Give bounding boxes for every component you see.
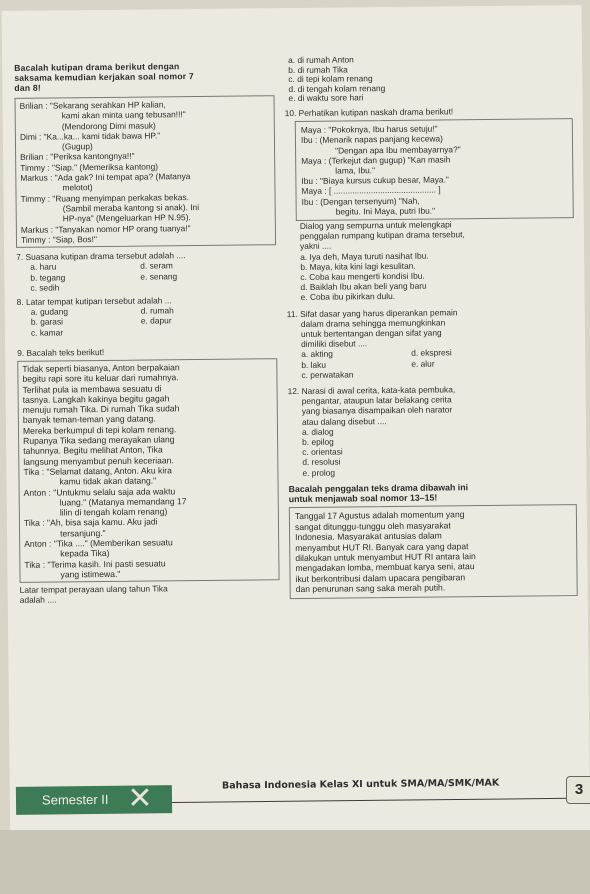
intro-line: saksama kemudian kerjakan soal nomor 7 bbox=[14, 71, 194, 83]
dialog-line: "Dengan apa Ibu membayarnya?" bbox=[335, 143, 461, 156]
option-e[interactable]: e. senang bbox=[140, 270, 178, 282]
question-stem: untuk bertentangan dengan sifat yang bbox=[300, 327, 442, 339]
text-line: Rupanya Tika sedang merayakan ulang bbox=[23, 434, 175, 446]
dialog-line: kami akan minta uang tebusan!!!" bbox=[61, 109, 186, 121]
question-stem: penggalan rumpang kutipan drama tersebut, bbox=[299, 229, 465, 242]
question-7 bbox=[16, 249, 276, 293]
option-b[interactable]: b. di rumah Tika bbox=[288, 64, 348, 75]
dialog-line: Ibu : (Menarik napas panjang kecewa) bbox=[300, 133, 444, 146]
dialog-line: Timmy : "Ruang menyimpan perkakas bekas. bbox=[20, 191, 189, 204]
instruction-line: Bacalah penggalan teks drama dibawah ini bbox=[288, 482, 469, 494]
option-b[interactable]: b. laku bbox=[301, 359, 327, 370]
left-column bbox=[14, 92, 279, 605]
option-d[interactable]: d. seram bbox=[140, 260, 173, 271]
page-number: 3 bbox=[566, 776, 590, 804]
text-line: lilin di tengah kolam renang) bbox=[59, 506, 168, 518]
option-b[interactable]: b. tegang bbox=[30, 271, 66, 283]
question-stem: dalam drama sehingga memungkinkan bbox=[300, 317, 446, 329]
question-stem: 10. Perhatikan kutipan naskah drama berikut! bbox=[284, 106, 454, 119]
option-a[interactable]: a. akting bbox=[301, 349, 333, 360]
narrative-box bbox=[17, 358, 279, 583]
option-e[interactable]: e. Coba ibu pikirkan dulu. bbox=[300, 291, 396, 303]
option-b[interactable]: b. epilog bbox=[302, 436, 334, 447]
section-instruction-13-15 bbox=[289, 481, 577, 504]
question-10 bbox=[285, 105, 575, 303]
dialog-line: Markus : "Tanyakan nomor HP orang tuanya!" bbox=[20, 222, 191, 235]
text-line: dilakukan untuk menyambut HUT RI antara lain bbox=[295, 551, 476, 563]
text-line: menuju rumah Tika. Di rumah Tika sudah bbox=[22, 403, 180, 416]
text-line: Anton : "Tika ...." (Memberikan sesuatu bbox=[24, 537, 173, 549]
option-c[interactable]: c. perwatakan bbox=[301, 369, 354, 380]
dialog-line: Timmy : "Siap." (Memeriksa kantong) bbox=[20, 161, 159, 173]
instruction-7-8 bbox=[14, 60, 279, 93]
text-line: menyambut HUT RI. Banyak cara yang dapat bbox=[295, 540, 469, 553]
question-12 bbox=[288, 383, 577, 478]
dialog-line: Maya : [ ............................................ ] bbox=[301, 184, 441, 197]
drama-excerpt-box-2 bbox=[295, 118, 574, 221]
question-stem: Latar tempat perayaan ulang tahun Tika bbox=[19, 583, 168, 596]
text-line: Indonesia. Masyarakat antusias dalam bbox=[295, 530, 442, 543]
option-d[interactable]: d. di tengah kolam renang bbox=[288, 82, 386, 94]
drama-excerpt-box-1 bbox=[15, 95, 277, 248]
semester-label: Semester II bbox=[16, 785, 172, 815]
dialog-line: HP-nya" (Mengeluarkan HP N.95). bbox=[62, 212, 191, 224]
text-line: kepada Tika) bbox=[60, 548, 110, 559]
question-stem: atau dalang disebut .... bbox=[301, 415, 387, 427]
text-line: begitu rapi sore itu keluar dari rumahnya. bbox=[22, 372, 179, 385]
option-a[interactable]: a. di rumah Anton bbox=[288, 54, 354, 66]
option-c[interactable]: c. kamar bbox=[30, 327, 64, 338]
option-a[interactable]: a. Iya deh, Maya turuti nasihat Ibu. bbox=[300, 250, 429, 262]
text-line: Anton : "Untukmu selalu saja ada waktu bbox=[23, 485, 176, 498]
option-d[interactable]: d. rumah bbox=[140, 305, 174, 316]
option-d[interactable]: d. resolusi bbox=[302, 457, 341, 468]
option-e[interactable]: e. di waktu sore hari bbox=[288, 92, 364, 104]
text-line: tahunnya. Begitu melihat Anton, Tika bbox=[23, 444, 163, 457]
option-e[interactable]: e. alur bbox=[411, 358, 435, 369]
question-8 bbox=[17, 294, 277, 338]
hut-ri-text-box bbox=[289, 504, 578, 598]
text-line: ikut berkontribusi dalam upacara pengibaran bbox=[295, 571, 466, 584]
question-stem: 9. Bacalah teks berikut! bbox=[17, 346, 105, 358]
intro-line: dan 8! bbox=[14, 82, 41, 93]
text-line: sangat ditunggu-tunggu oleh masyarakat bbox=[294, 520, 451, 532]
dialog-line: Ibu : (Dengan tersenyum) "Nah, bbox=[301, 195, 420, 207]
question-stem: 7. Suasana kutipan drama tersebut adalah .... bbox=[16, 250, 186, 263]
question-stem: adalah .... bbox=[19, 594, 57, 606]
text-line: yang istimewa." bbox=[60, 568, 121, 580]
question-stem: pengantar, ataupun latar belakang cerita bbox=[301, 394, 452, 407]
text-line: luang." (Matanya memandang 17 bbox=[59, 495, 187, 508]
question-9 bbox=[17, 345, 280, 606]
text-line: Tidak seperti biasanya, Anton berpakaian bbox=[22, 362, 180, 374]
option-c[interactable]: c. Coba kau mengerti kondisi Ibu. bbox=[300, 270, 425, 282]
option-a[interactable]: a. dialog bbox=[301, 426, 334, 437]
dialog-line: Markus : "Ada gak? Ini tempat apa? (Matanya bbox=[20, 171, 191, 183]
option-c[interactable]: c. di tepi kolam renang bbox=[288, 73, 373, 85]
option-a[interactable]: a. haru bbox=[30, 261, 57, 273]
option-b[interactable]: b. garasi bbox=[30, 316, 64, 328]
question-11 bbox=[287, 306, 576, 380]
option-e[interactable]: e. prolog bbox=[302, 467, 336, 478]
question-stem: 12. Narasi di awal cerita, kata-kata pembuka, bbox=[287, 384, 456, 397]
roman-numeral-decoration-icon: ✕ bbox=[127, 782, 153, 815]
text-line: kamu tidak akan datang." bbox=[59, 475, 157, 487]
text-line: tersanjung." bbox=[60, 527, 106, 539]
text-line: Tika : "Ah, bisa saja kamu. Aku jadi bbox=[23, 516, 158, 529]
instruction-line: untuk menjawab soal nomor 13–15! bbox=[288, 492, 438, 505]
question-stem: Dialog yang sempurna untuk melengkapi bbox=[299, 219, 452, 231]
text-line: Tika : "Terima kasih. Ini pasti sesuatu bbox=[24, 557, 166, 570]
text-line: Mereka berkumpul di tepi kolam renang. bbox=[22, 424, 177, 436]
text-line: tasnya. Langkah kakinya begitu gagah bbox=[22, 393, 170, 405]
option-e[interactable]: e. dapur bbox=[140, 315, 172, 326]
option-d[interactable]: d. ekspresi bbox=[411, 347, 452, 359]
option-c[interactable]: c. orientasi bbox=[302, 446, 343, 458]
book-title: Bahasa Indonesia Kelas XI untuk SMA/MA/SMK/MAK bbox=[221, 777, 500, 792]
dialog-line: lama, Ibu." bbox=[335, 165, 376, 176]
right-column bbox=[284, 53, 578, 599]
text-line: Tika : "Selamat datang, Anton. Aku kira bbox=[23, 465, 172, 477]
option-c[interactable]: c. sedih bbox=[30, 282, 60, 293]
text-line: langsung menyambut penuh keceriaan. bbox=[23, 454, 174, 467]
text-line: Tanggal 17 Agustus adalah momentum yang bbox=[294, 509, 465, 522]
dialog-line: (Gugup) bbox=[61, 141, 93, 152]
dialog-line: Dimi : "Ka...ka... kami tidak bawa HP." bbox=[19, 130, 161, 142]
dialog-line: Ibu : "Biaya kursus cukup besar, Maya." bbox=[301, 174, 449, 187]
dialog-line: begitu. Ini Maya, putri Ibu." bbox=[335, 205, 436, 217]
option-a[interactable]: a. gudang bbox=[30, 306, 69, 317]
question-stem: yakni .... bbox=[300, 241, 332, 252]
text-line: banyak teman-teman yang datang. bbox=[22, 413, 156, 426]
intro-line: Bacalah kutipan drama berikut dengan bbox=[14, 61, 180, 73]
dialog-line: Maya : (Terkejut dan gugup) "Kan masih bbox=[301, 154, 451, 166]
dialog-line: Maya : "Pokoknya, Ibu harus setuju!" bbox=[300, 123, 438, 136]
dialog-line: (Sambil meraba kantong si anak). Ini bbox=[62, 201, 200, 214]
page-bottom-margin bbox=[0, 830, 590, 894]
dialog-line: Timmy : "Siap, Bos!" bbox=[20, 233, 97, 245]
question-stem: dimiliki disebut .... bbox=[301, 338, 368, 350]
question-stem: 8. Latar tempat kutipan tersebut adalah ... bbox=[16, 295, 172, 307]
dialog-line: melotot) bbox=[62, 182, 93, 193]
dialog-line: Brilian : "Sekarang serahkan HP kalian, bbox=[19, 99, 166, 111]
dialog-line: Brilian : "Periksa kantongnya!!" bbox=[20, 151, 135, 163]
option-b[interactable]: b. Maya, kita kini lagi kesulitan. bbox=[300, 260, 416, 272]
question-9-options bbox=[284, 53, 572, 104]
text-line: Terlihat pula ia membawa sesuatu di bbox=[22, 382, 162, 395]
text-line: mengadakan lomba, membuat karya seni, atau bbox=[295, 561, 475, 574]
dialog-line: (Mendorong Dimi masuk) bbox=[61, 120, 156, 132]
textbook-page bbox=[2, 5, 590, 856]
option-d[interactable]: d. Baiklah Ibu akan beli yang baru bbox=[300, 280, 427, 293]
text-line: dan penurunan sang saka merah putih. bbox=[295, 582, 446, 595]
question-stem: 11. Sifat dasar yang harus diperankan pemain bbox=[286, 306, 458, 319]
question-stem: yang biasanya disampaikan oleh narator bbox=[301, 404, 453, 417]
